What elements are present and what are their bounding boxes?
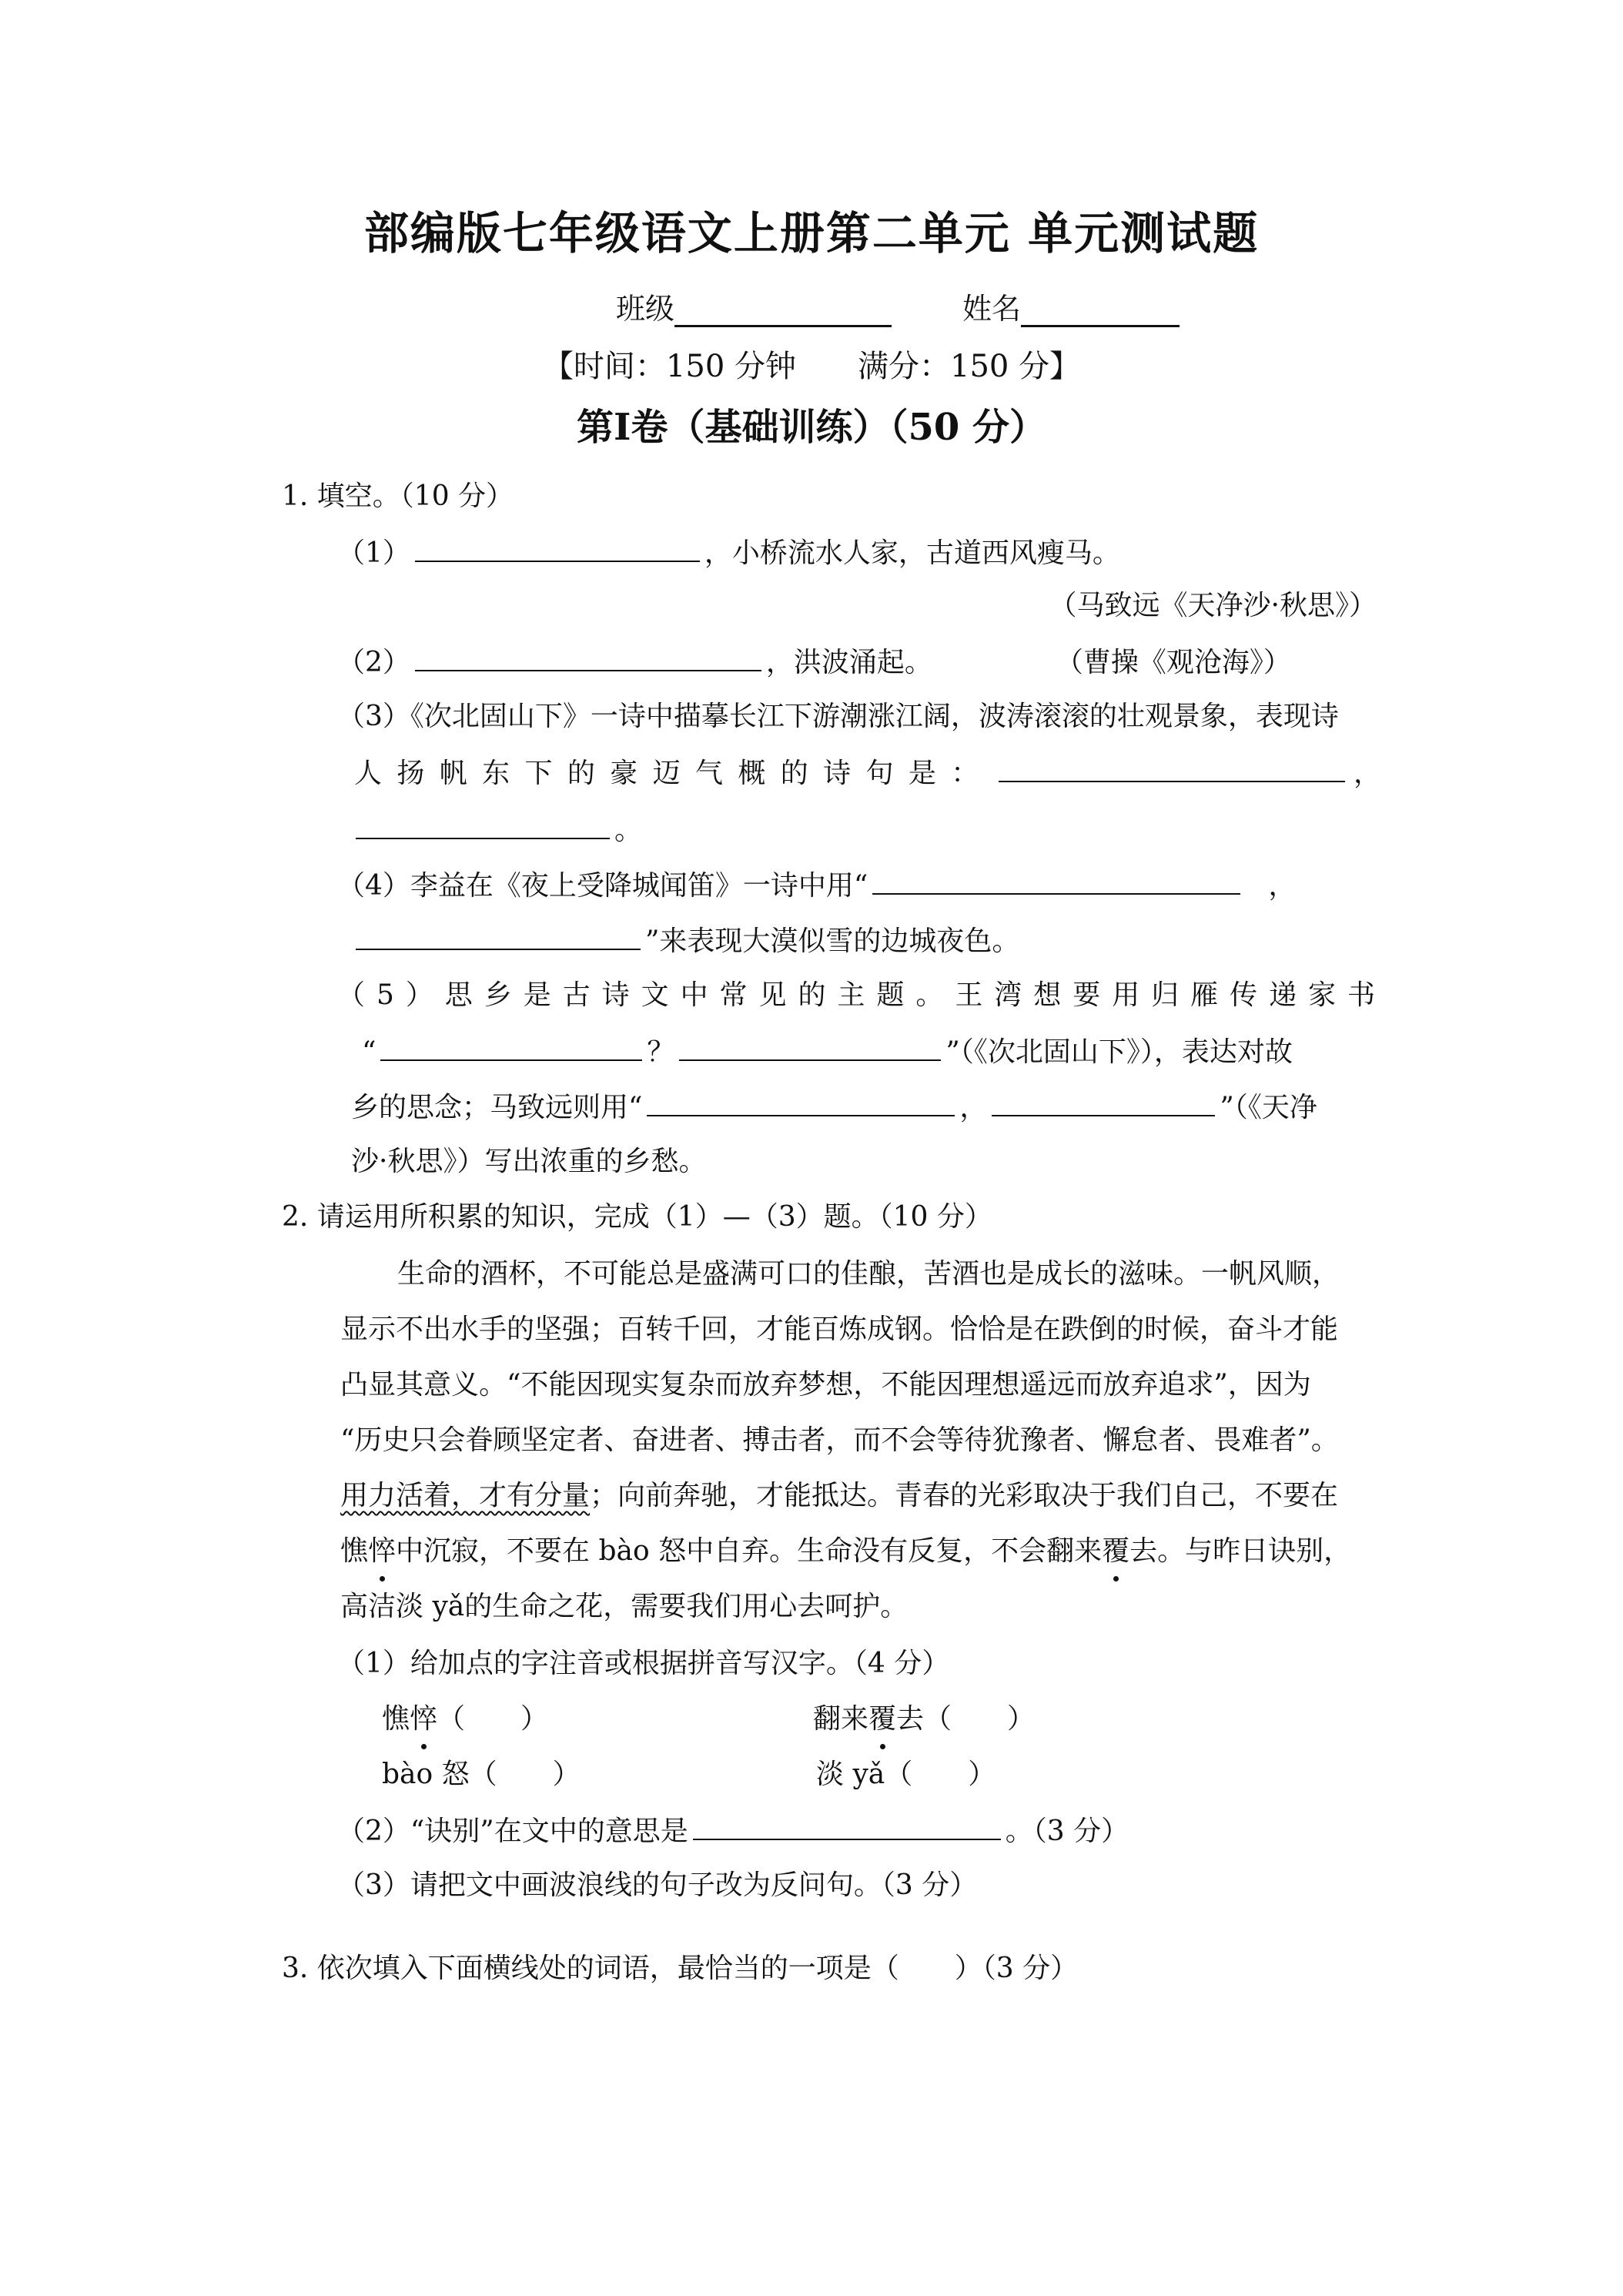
q2-sub3: （3）请把文中画波浪线的句子改为反问句。（3 分） <box>337 1869 978 1901</box>
q2-sub2-blank <box>693 1811 1001 1840</box>
q1-part4-blank1 <box>872 865 1240 895</box>
q1-part3-line3: 。 <box>351 810 642 850</box>
q1-part4-line1: （4）李益在《夜上受降城闻笛》一诗中用“ ， <box>337 865 1381 905</box>
q1-part2: （2） ，洪波涌起。 （曹操《观沧海》） <box>337 642 1291 682</box>
q2-sub1: （1）给加点的字注音或根据拼音写汉字。（4 分） <box>337 1648 950 1679</box>
class-field <box>616 285 892 327</box>
passage-line2: 显示不出水手的坚强；百转千回，才能百炼成钢。恰恰是在跌倒的时候，奋斗才能 <box>340 1314 1339 1345</box>
q1-part5-blank4 <box>992 1087 1215 1116</box>
q1-part5-line1: （5）思乡是古诗文中常见的主题。王湾想要用归雁传递家书 <box>337 979 1381 1011</box>
page-title: 部编版七年级语文上册第二单元 单元测试题 <box>363 207 1260 259</box>
q1-part4-blank2 <box>356 921 641 950</box>
q1-part3-blank1 <box>999 753 1345 782</box>
q1-heading: 1. 填空。（10 分） <box>282 480 514 512</box>
q2-word1: 憔悴（ ） <box>382 1700 548 1739</box>
wavy-sentence: 用力活着，才有分量 <box>340 1480 591 1511</box>
q1-part5-line4: 沙·秋思》）写出浓重的乡愁。 <box>351 1146 707 1177</box>
passage-line1: 生命的酒杯，不可能总是盛满可口的佳酿，苦酒也是成长的滋味。一帆风顺， <box>397 1258 1340 1290</box>
q1-part3-line1: （3）《次北固山下》一诗中描摹长江下游潮涨江阔，波涛滚滚的壮观景象，表现诗 <box>337 701 1339 732</box>
q1-part1-blank <box>415 533 700 562</box>
dotted-char-cui: 悴 <box>368 1532 396 1571</box>
q1-part3-line2: 人扬帆东下的豪迈气概的诗句是： ， <box>354 753 1381 793</box>
q1-part5-line3: 乡的思念；马致远则用“ ， ”（《天净 <box>351 1087 1317 1127</box>
q1-part5-blank1 <box>380 1032 642 1061</box>
q2-word3: bào 怒（ ） <box>382 1759 581 1790</box>
q1-part1: （1） ，小桥流水人家，古道西风瘦马。 <box>337 533 1120 573</box>
q1-part5-blank2 <box>679 1032 941 1061</box>
passage-line6: 憔悴中沉寂，不要在 bào 怒中自弃。生命没有反复，不会翻来覆去。与昨日诀别， <box>340 1532 1351 1571</box>
name-field <box>962 285 1180 327</box>
q2-sub2: （2）“诀别”在文中的意思是 。（3 分） <box>337 1811 1129 1851</box>
time-info: 【时间：150 分钟 满分：150 分】 <box>542 349 1081 384</box>
q2-word2: 翻来覆去（ ） <box>813 1700 1035 1739</box>
q1-part2-blank <box>415 642 761 671</box>
passage-line5: 用力活着，才有分量；向前奔驰，才能抵达。青春的光彩取决于我们自己，不要在 <box>340 1480 1339 1511</box>
name-blank <box>1021 294 1180 327</box>
name-label: 姓名 <box>962 292 1022 326</box>
q1-part3-blank2 <box>356 810 610 839</box>
class-blank <box>674 294 892 327</box>
section-title: 第Ⅰ卷（基础训练）（50 分） <box>577 406 1046 449</box>
class-label: 班级 <box>616 292 675 326</box>
passage-line4: “历史只会眷顾坚定者、奋进者、搏击者，而不会等待犹豫者、懈怠者、畏难者”。 <box>340 1424 1339 1456</box>
passage-line3: 凸显其意义。“不能因现实复杂而放弃梦想，不能因理想遥远而放弃追求”，因为 <box>340 1369 1311 1401</box>
q1-part5-line2: “ ？ ”（《次北固山下》），表达对故 <box>362 1032 1293 1072</box>
q1-part4-line2: ”来表现大漠似雪的边城夜色。 <box>351 921 1019 961</box>
q1-part5-blank3 <box>647 1087 955 1116</box>
q2-heading: 2. 请运用所积累的知识，完成（1）—（3）题。（10 分） <box>282 1201 992 1233</box>
dotted-char-fu: 覆 <box>1102 1532 1129 1571</box>
q1-part1-source: （马致远《天净沙·秋思》） <box>1049 590 1377 621</box>
q2-word4: 淡 yǎ（ ） <box>816 1759 996 1790</box>
q3-heading: 3. 依次填入下面横线处的词语，最恰当的一项是（ ）（3 分） <box>282 1953 1079 1984</box>
passage-line7: 高洁淡 yǎ的生命之花，需要我们用心去呵护。 <box>340 1591 909 1622</box>
